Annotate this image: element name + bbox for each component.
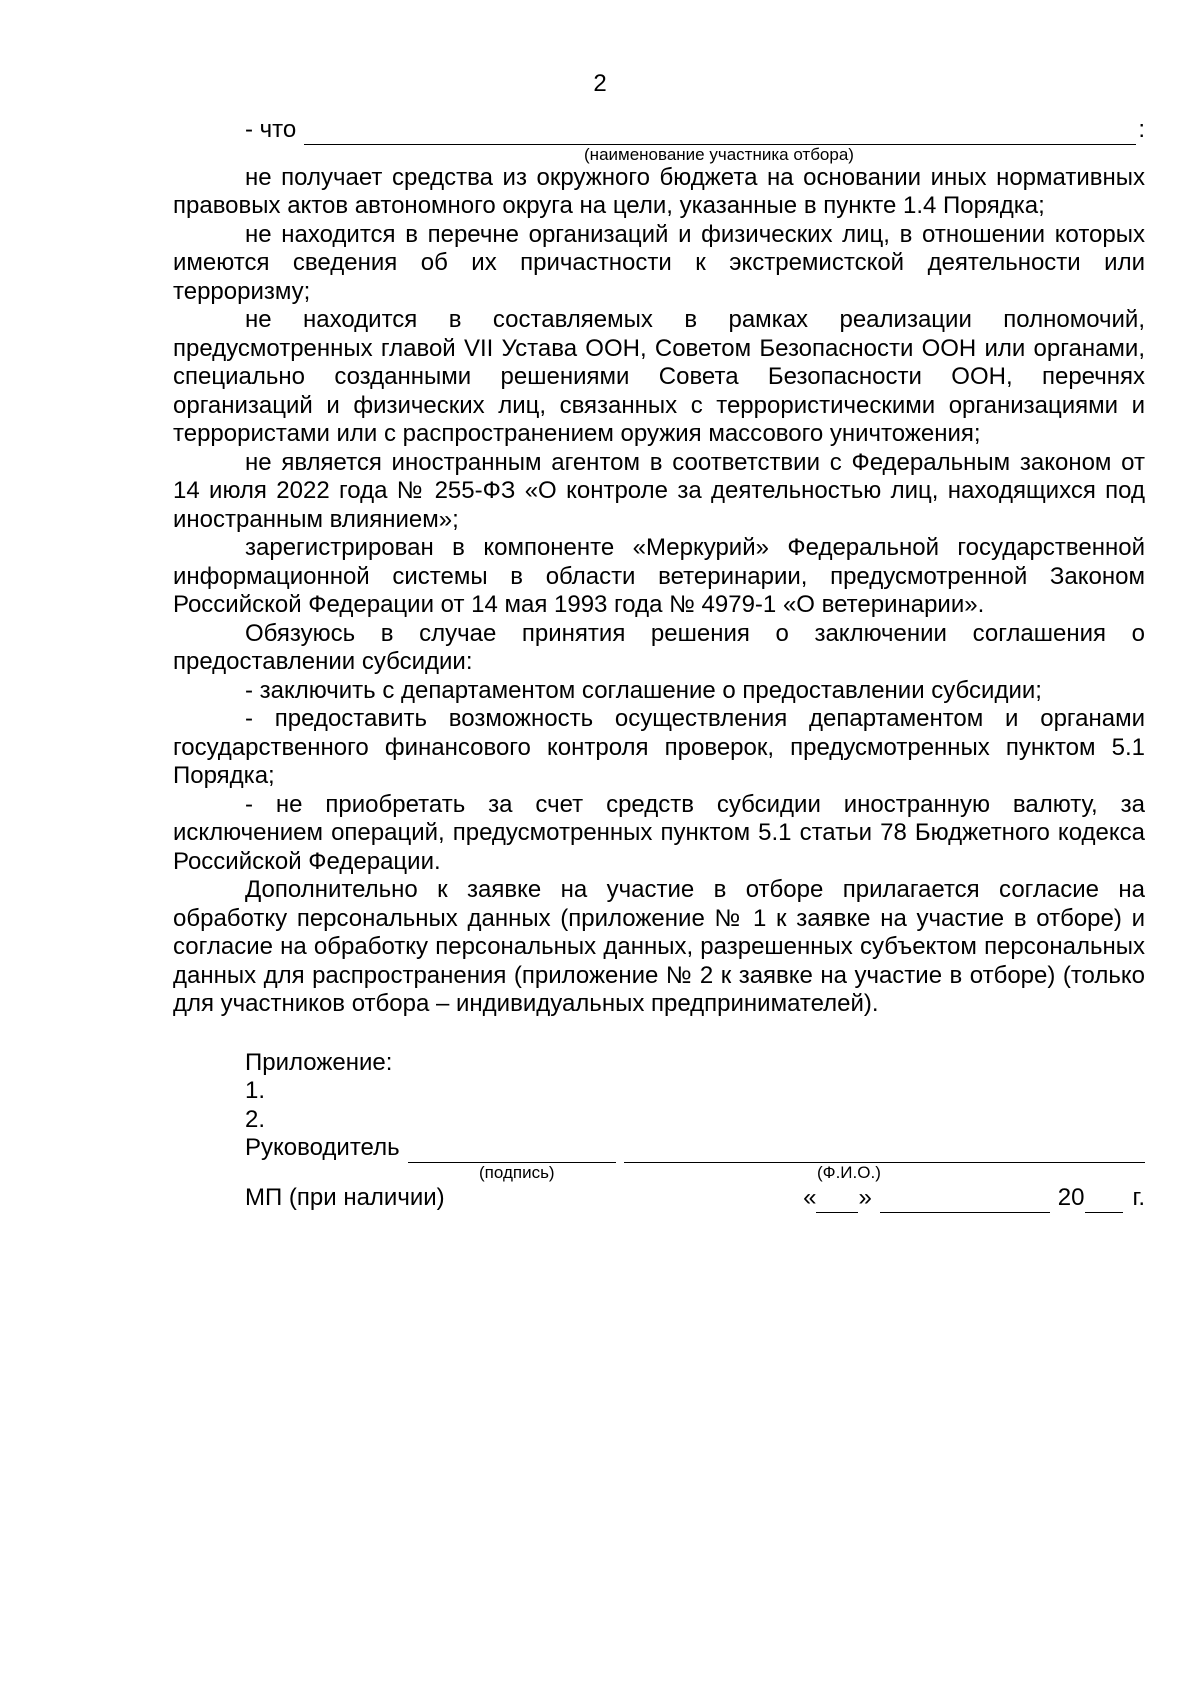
month-blank[interactable]: [880, 1192, 1050, 1213]
page-number: 2: [593, 70, 607, 97]
year-suffix: г.: [1132, 1184, 1145, 1211]
paragraph-budget: не получает средства из окружного бюджета на основании иных нормативных правовых актов автономного округа на цели, указанные в пункте 1.4 Порядка;: [173, 163, 1145, 219]
document-body: [173, 116, 1145, 1213]
stamp-date-row: [173, 1183, 1145, 1213]
attachment-item: 1.: [245, 1077, 266, 1104]
paragraph-currency: - не приобретать за счет средств субсидии иностранную валюту, за исключением операций, предусмотренных пунктом 5.1 статьи 78 Бюджетного кодекса Российской Федерации.: [173, 790, 1145, 875]
paragraph-foreign-agent: не является иностранным агентом в соответствии с Федеральным законом от 14 июля 2022 года № 255-ФЗ «О контроле за деятельностью лиц, находящихся под иностранным влиянием»;: [173, 448, 1145, 533]
full-name-caption: (Ф.И.О.): [817, 1162, 881, 1182]
spacer: [173, 1019, 1145, 1049]
paragraph-inspections: - предоставить возможность осуществления департаментом и органами государственного финансового контроля проверок, предусмотренных пунктом 5.1 Порядка;: [173, 705, 1145, 789]
paragraph-extremism: не находится в перечне организаций и физических лиц, в отношении которых имеются сведения об их причастности к экстремистской деятельности или терроризму;: [173, 220, 1145, 305]
quote-close: »: [858, 1184, 872, 1211]
attachment-item: 2.: [245, 1105, 266, 1133]
participant-name-blank[interactable]: [304, 122, 1136, 145]
year-prefix: 20: [1057, 1184, 1085, 1211]
signature-caption: (подпись): [479, 1162, 555, 1182]
head-label: Руководитель: [245, 1134, 400, 1161]
signature-captions: [173, 1163, 1145, 1183]
signature-row: [173, 1134, 1145, 1163]
participant-prefix: - что: [245, 116, 297, 143]
paragraph-consent: Дополнительно к заявке на участие в отборе прилагается согласие на обработку персональных данных (приложение № 1 к заявке на участие в отборе) и согласие на обработку персональных данных, разрешенных субъектом персональных данных для распространения (приложение № 2 к заявке на участие в отборе) (только для участников отбора – индивидуальных предпринимателей).: [173, 876, 1145, 1017]
day-blank[interactable]: [816, 1192, 858, 1213]
paragraph-un-lists: не находится в составляемых в рамках реализации полномочий, предусмотренных главой VII Устава ООН, Советом Безопасности ООН или органами, специально созданными решениями Совета Безопасности ООН, перечнях организаций и физических лиц, связанных с террористическими организациями и террористами или с распространением оружия массового уничтожения;: [173, 306, 1145, 447]
quote-open: «: [803, 1184, 817, 1211]
year-blank[interactable]: [1085, 1192, 1123, 1213]
signature-blank[interactable]: [408, 1140, 616, 1163]
paragraph-mercury: зарегистрирован в компоненте «Меркурий» Федеральной государственной информационной системы в области ветеринарии, предусмотренной Законом Российской Федерации от 14 мая 1993 года № 4979-1 «О ветеринарии».: [173, 534, 1145, 618]
attachments-title: Приложение:: [245, 1048, 393, 1076]
paragraph-agreement: - заключить с департаментом соглашение о предоставлении субсидии;: [245, 676, 1042, 704]
participant-caption: (наименование участника отбора): [584, 144, 854, 164]
full-name-blank[interactable]: [624, 1140, 1145, 1163]
participant-line: [173, 116, 1145, 145]
paragraph-obligation: Обязуюсь в случае принятия решения о заключении соглашения о предоставлении субсидии:: [173, 619, 1145, 675]
participant-suffix: :: [1138, 116, 1145, 143]
stamp-label: МП (при наличии): [245, 1184, 445, 1211]
